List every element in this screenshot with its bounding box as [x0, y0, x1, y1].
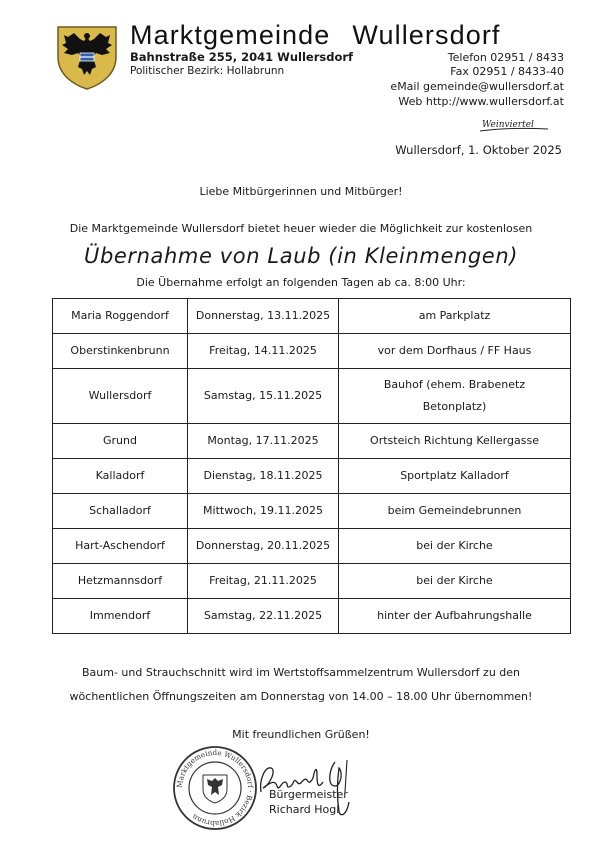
- svg-text:Marktgemeinde Wullersdorf · Be: Marktgemeinde Wullersdorf · Bezirk Hollabrunn: [174, 747, 256, 829]
- location-cell: am Parkplatz: [339, 299, 571, 334]
- greeting: Liebe Mitbürgerinnen und Mitbürger!: [199, 185, 403, 198]
- date-cell: Montag, 17.11.2025: [188, 424, 339, 459]
- location-cell: bei der Kirche: [339, 529, 571, 564]
- table-row: [53, 334, 571, 369]
- svg-text:Weinviertel: Weinviertel: [482, 120, 534, 130]
- table-row: [53, 459, 571, 494]
- date-cell: Donnerstag, 13.11.2025: [188, 299, 339, 334]
- date-cell: Freitag, 21.11.2025: [188, 564, 339, 599]
- table-row: [53, 529, 571, 564]
- date-cell: Dienstag, 18.11.2025: [188, 459, 339, 494]
- table-row: [53, 299, 571, 334]
- closing: Mit freundlichen Grüßen!: [232, 728, 370, 741]
- location-cell: bei der Kirche: [339, 564, 571, 599]
- location-cell: vor dem Dorfhaus / FF Haus: [339, 334, 571, 369]
- date-cell: Donnerstag, 20.11.2025: [188, 529, 339, 564]
- official-seal-icon: [172, 745, 258, 831]
- footer-note-line2: wöchentlichen Öffnungszeiten am Donnerstag von 14.00 – 18.00 Uhr übernommen!: [69, 690, 533, 703]
- place-cell: Grund: [53, 424, 188, 459]
- municipal-crest-icon: [54, 23, 120, 91]
- weinviertel-logo: [478, 115, 550, 135]
- place-cell: Oberstinkenbrunn: [53, 334, 188, 369]
- headline: Übernahme von Laub (in Kleinmengen): [83, 244, 519, 268]
- table-row: [53, 599, 571, 634]
- letter-date: Wullersdorf, 1. Oktober 2025: [395, 143, 562, 157]
- schedule-table: [52, 298, 571, 634]
- date-cell: Freitag, 14.11.2025: [188, 334, 339, 369]
- table-row: [53, 424, 571, 459]
- place-cell: Hart-Aschendorf: [53, 529, 188, 564]
- place-cell: Immendorf: [53, 599, 188, 634]
- date-cell: Samstag, 15.11.2025: [188, 369, 339, 424]
- place-cell: Schalladorf: [53, 494, 188, 529]
- email: eMail gemeinde@wullersdorf.at: [390, 80, 564, 93]
- date-cell: Samstag, 22.11.2025: [188, 599, 339, 634]
- place-cell: Wullersdorf: [53, 369, 188, 424]
- place-cell: Maria Roggendorf: [53, 299, 188, 334]
- table-row: [53, 494, 571, 529]
- place-cell: Hetzmannsdorf: [53, 564, 188, 599]
- date-cell: Mittwoch, 19.11.2025: [188, 494, 339, 529]
- address: Bahnstraße 255, 2041 Wullersdorf: [130, 50, 354, 64]
- footer-note-line1: Baum- und Strauchschnitt wird im Wertstoffsammelzentrum Wullersdorf zu den: [81, 666, 521, 679]
- website: Web http://www.wullersdorf.at: [398, 95, 564, 108]
- location-cell: beim Gemeindebrunnen: [339, 494, 571, 529]
- location-cell: hinter der Aufbahrungshalle: [339, 599, 571, 634]
- table-row: [53, 369, 571, 424]
- location-cell: Sportplatz Kalladorf: [339, 459, 571, 494]
- location-cell: Bauhof (ehem. Brabenetz Betonplatz): [339, 369, 571, 424]
- page-title: Marktgemeinde Wullersdorf: [130, 20, 501, 50]
- table-row: [53, 564, 571, 599]
- intro-text: Die Marktgemeinde Wullersdorf bietet heuer wieder die Möglichkeit zur kostenlosen: [69, 222, 533, 235]
- mayor-name: Richard Hogl: [269, 803, 340, 816]
- mayor-title: Bürgermeister: [269, 788, 348, 801]
- phone: Telefon 02951 / 8433: [447, 51, 564, 64]
- schedule-intro: Die Übernahme erfolgt an folgenden Tagen ab ca. 8:00 Uhr:: [136, 276, 466, 289]
- fax: Fax 02951 / 8433-40: [450, 65, 564, 78]
- district: Politischer Bezirk: Hollabrunn: [130, 65, 285, 77]
- location-cell: Ortsteich Richtung Kellergasse: [339, 424, 571, 459]
- place-cell: Kalladorf: [53, 459, 188, 494]
